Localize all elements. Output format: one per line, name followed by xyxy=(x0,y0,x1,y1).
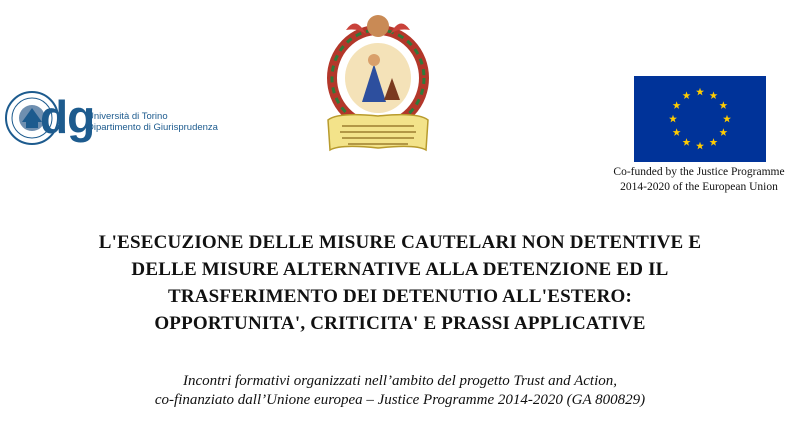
eu-star-icon xyxy=(719,101,727,109)
eu-star-icon xyxy=(710,91,718,99)
university-name: Università di Torino xyxy=(87,111,168,122)
title-line-2: DELLE MISURE ALTERNATIVE ALLA DETENZIONE ED IL xyxy=(131,259,669,280)
eu-star-icon xyxy=(719,128,727,136)
department-name: Dipartimento di Giurisprudenza xyxy=(87,122,218,133)
ornamental-crest-icon xyxy=(318,8,438,160)
eu-star-icon xyxy=(683,138,691,146)
eu-star-icon xyxy=(696,88,704,96)
title-line-3: TRASFERIMENTO DEI DETENUTIO ALL'ESTERO: xyxy=(167,286,633,307)
document-subtitle xyxy=(40,372,760,410)
subtitle-line-1: Incontri formativi organizzati nell’ambito del progetto Trust and Action, xyxy=(182,373,618,389)
eu-stars xyxy=(634,76,766,162)
eu-star-icon xyxy=(696,142,704,150)
unito-text xyxy=(87,111,218,133)
eu-flag-icon xyxy=(634,76,766,162)
unito-logo xyxy=(4,88,219,158)
title-line-4: OPPORTUNITA', CRITICITA' E PRASSI APPLICATIVE xyxy=(154,313,646,334)
eu-star-icon xyxy=(669,115,677,123)
eu-caption-line-2: 2014-2020 of the European Union xyxy=(620,181,778,193)
subtitle-line-2: co-finanziato dall’Unione europea – Justice Programme 2014-2020 (GA 800829) xyxy=(154,392,646,408)
eu-star-icon xyxy=(673,101,681,109)
document-title xyxy=(18,229,782,337)
eu-caption-line-1: Co-funded by the Justice Programme xyxy=(613,166,785,178)
eu-funding-caption xyxy=(598,165,800,195)
eu-star-icon xyxy=(723,115,731,123)
eu-star-icon xyxy=(710,138,718,146)
dg-logo-mark: dg xyxy=(40,91,95,143)
title-line-1: L'ESECUZIONE DELLE MISURE CAUTELARI NON DETENTIVE E xyxy=(98,232,702,253)
eu-star-icon xyxy=(683,91,691,99)
eu-star-icon xyxy=(673,128,681,136)
